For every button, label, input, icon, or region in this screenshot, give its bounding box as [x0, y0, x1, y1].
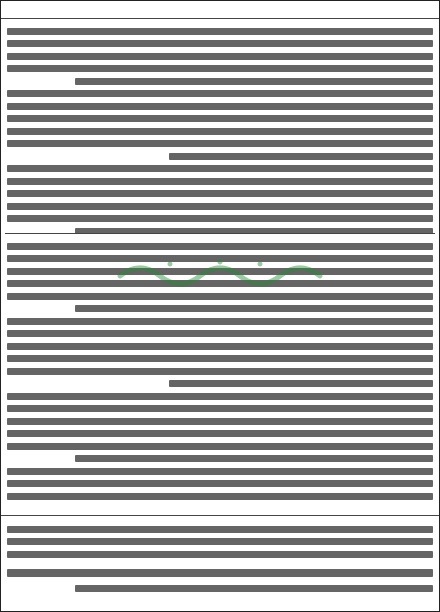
text-line [7, 538, 433, 545]
text-line [7, 190, 433, 197]
text-line [75, 305, 433, 312]
text-line [7, 115, 433, 122]
text-line [7, 569, 433, 577]
text-line [7, 268, 433, 275]
text-line [75, 585, 433, 592]
text-line [7, 40, 433, 47]
text-line [7, 293, 433, 300]
text-line [169, 380, 433, 387]
closing-section [1, 515, 439, 611]
text-line [7, 280, 433, 287]
text-line [7, 405, 433, 412]
text-line [7, 355, 433, 362]
text-line [7, 526, 433, 533]
text-line [7, 468, 433, 475]
text-line [75, 78, 433, 85]
text-line [7, 140, 433, 147]
text-line [169, 153, 433, 160]
text-line [7, 128, 433, 135]
text-line [7, 90, 433, 97]
text-line [7, 103, 433, 110]
text-line [7, 330, 433, 337]
text-line [75, 228, 433, 234]
text-line [7, 53, 433, 60]
text-line [7, 203, 433, 210]
text-line [7, 215, 433, 222]
text-line [7, 343, 433, 350]
text-line [7, 493, 433, 500]
text-line [7, 178, 433, 185]
text-line [7, 255, 433, 262]
upper-text-block [1, 19, 439, 233]
text-line [7, 28, 433, 35]
article-heading [1, 1, 439, 19]
text-line [7, 318, 433, 325]
lower-text-block [1, 234, 439, 502]
text-line [7, 418, 433, 425]
text-line [7, 430, 433, 437]
text-line [7, 243, 433, 250]
text-line [7, 551, 433, 558]
text-line [7, 480, 433, 487]
text-line [7, 443, 433, 450]
text-line [7, 393, 433, 400]
text-line [7, 65, 433, 72]
shahada-line [7, 563, 433, 579]
text-line [75, 455, 433, 462]
text-line [7, 165, 433, 172]
text-line [7, 368, 433, 375]
